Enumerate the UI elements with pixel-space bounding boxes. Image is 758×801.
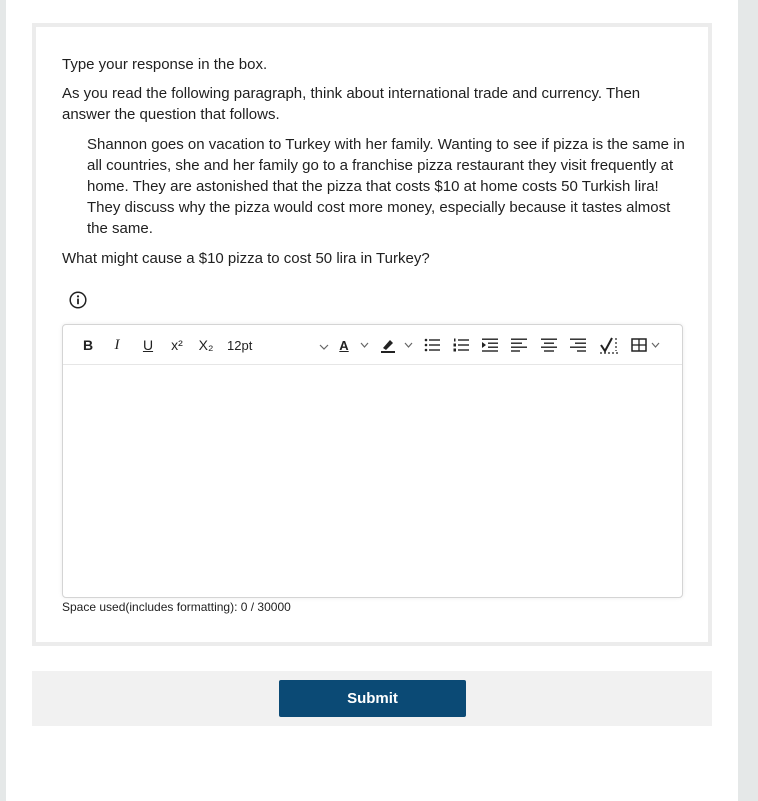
submit-button[interactable]: Submit bbox=[279, 680, 466, 717]
question-text: What might cause a $10 pizza to cost 50 lira in Turkey? bbox=[62, 250, 430, 267]
underline-button[interactable]: U bbox=[142, 337, 154, 353]
font-color-button[interactable]: A bbox=[339, 337, 349, 353]
indent-icon[interactable] bbox=[481, 334, 499, 356]
intro-text: As you read the following paragraph, think about international trade and currency. Then answer the question that follows. bbox=[62, 85, 641, 123]
space-used-counter: Space used(includes formatting): 0 / 30000 bbox=[62, 600, 291, 614]
left-page-edge bbox=[0, 0, 6, 801]
numbered-list-icon[interactable] bbox=[452, 334, 470, 356]
bold-button[interactable]: B bbox=[82, 337, 94, 353]
subscript-button[interactable]: X₂ bbox=[198, 337, 214, 353]
info-icon[interactable] bbox=[69, 291, 87, 309]
right-scroll-track bbox=[738, 0, 758, 801]
chevron-down-icon bbox=[319, 338, 329, 353]
bullet-list-icon[interactable] bbox=[423, 334, 441, 356]
chevron-down-icon[interactable] bbox=[358, 334, 370, 356]
superscript-button[interactable]: x² bbox=[171, 337, 183, 353]
editor-toolbar bbox=[63, 325, 682, 365]
response-editor bbox=[62, 324, 683, 598]
table-icon[interactable] bbox=[630, 334, 648, 356]
passage-text: Shannon goes on vacation to Turkey with her family. Wanting to see if pizza is the same in all countries, she and her family go to a franchise pizza restaurant they visit frequently at home. They are astonished that the pizza that costs $10 at home costs 50 Turkish lira! They discuss why the pizza would cost more money, especially because it tastes almost the same. bbox=[87, 136, 685, 237]
font-size-select[interactable] bbox=[221, 334, 329, 356]
font-size-value: 12pt bbox=[227, 337, 253, 353]
spellcheck-icon[interactable] bbox=[598, 334, 620, 356]
chevron-down-icon[interactable] bbox=[649, 334, 661, 356]
highlight-icon[interactable] bbox=[378, 334, 398, 356]
response-text-area[interactable] bbox=[63, 366, 682, 597]
instructions-text: Type your response in the box. bbox=[62, 56, 268, 73]
align-right-icon[interactable] bbox=[569, 334, 587, 356]
align-center-icon[interactable] bbox=[540, 334, 558, 356]
italic-button[interactable]: I bbox=[114, 336, 120, 353]
align-left-icon[interactable] bbox=[510, 334, 528, 356]
chevron-down-icon[interactable] bbox=[402, 334, 414, 356]
